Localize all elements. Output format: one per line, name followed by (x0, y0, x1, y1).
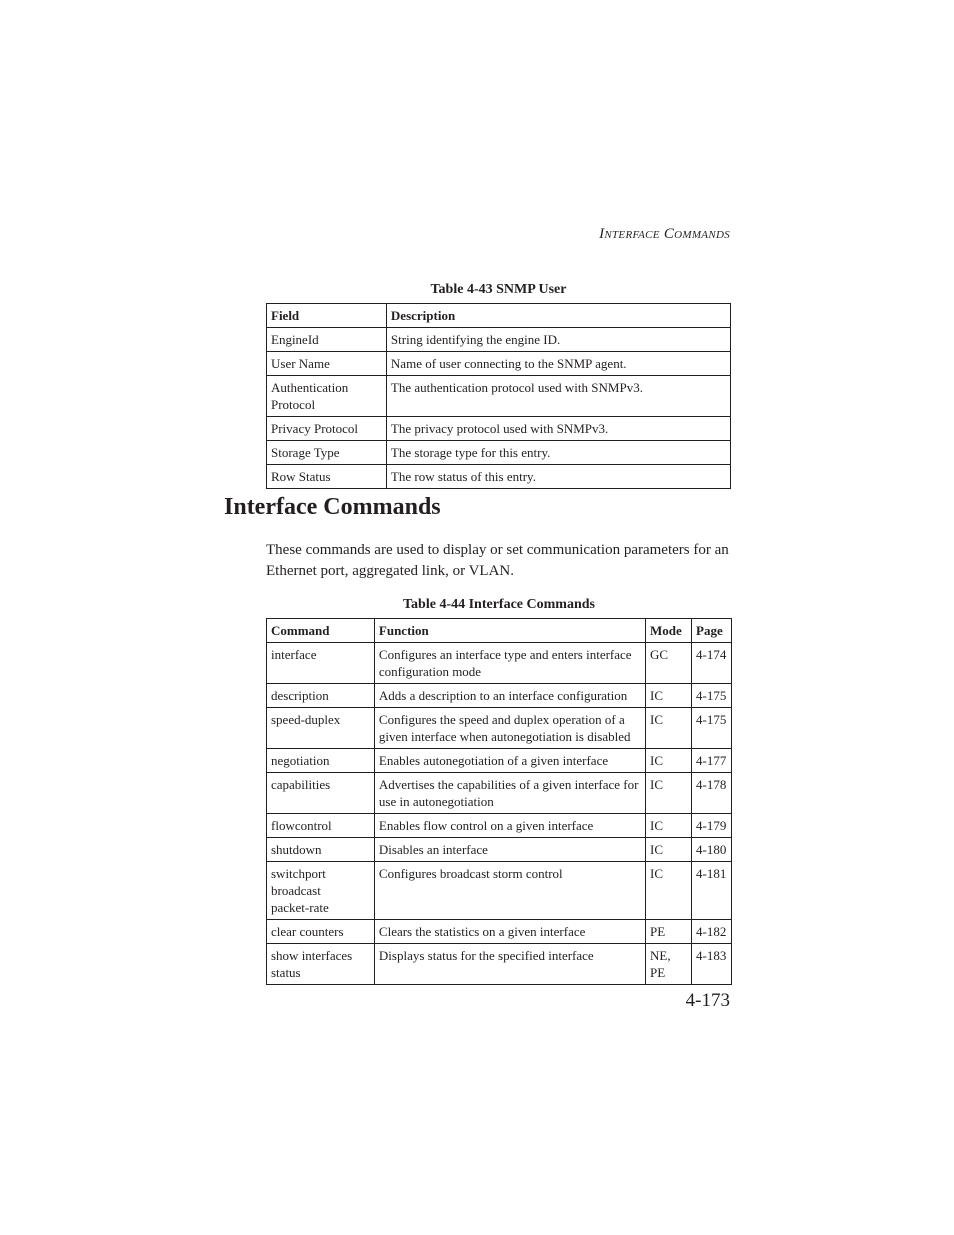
field-cell: EngineId (267, 328, 387, 352)
description-cell: The storage type for this entry. (386, 441, 730, 465)
table-row (267, 773, 732, 814)
column-header-mode: Mode (646, 619, 692, 643)
command-cell: show interfaces status (267, 944, 375, 985)
description-cell: The privacy protocol used with SNMPv3. (386, 417, 730, 441)
table-row (267, 684, 732, 708)
table-row (267, 328, 731, 352)
column-header-function: Function (374, 619, 645, 643)
section-title: Interface Commands (224, 494, 441, 520)
column-header-command: Command (267, 619, 375, 643)
running-head (560, 226, 730, 243)
table-row (267, 376, 731, 417)
command-cell: negotiation (267, 749, 375, 773)
table-row (267, 814, 732, 838)
description-cell: The row status of this entry. (386, 465, 730, 489)
page-number: 4-173 (685, 990, 730, 1011)
description-cell: Name of user connecting to the SNMP agent. (386, 352, 730, 376)
table-row (267, 417, 731, 441)
mode-cell: GC (646, 643, 692, 684)
function-cell: Disables an interface (374, 838, 645, 862)
command-cell: description (267, 684, 375, 708)
page-cell: 4-183 (692, 944, 732, 985)
intro-paragraph: These commands are used to display or set communication parameters for an Ethernet port, aggregated link, or VLAN. (266, 542, 729, 579)
page-cell: 4-181 (692, 862, 732, 920)
table-row (267, 708, 732, 749)
page-cell: 4-182 (692, 920, 732, 944)
function-cell: Configures the speed and duplex operation of a given interface when autonegotiation is disabled (374, 708, 645, 749)
table-header-row (267, 304, 731, 328)
mode-cell: IC (646, 708, 692, 749)
table-row (267, 643, 732, 684)
running-head-initial-1: I (599, 226, 605, 242)
mode-cell: IC (646, 773, 692, 814)
table-row (267, 749, 732, 773)
description-cell: String identifying the engine ID. (386, 328, 730, 352)
running-head-rest-2: OMMANDS (674, 229, 730, 241)
table-row (267, 920, 732, 944)
function-cell: Displays status for the specified interface (374, 944, 645, 985)
mode-cell: IC (646, 838, 692, 862)
page-cell: 4-178 (692, 773, 732, 814)
column-header-page: Page (692, 619, 732, 643)
field-cell: Privacy Protocol (267, 417, 387, 441)
table-44-caption: Table 4-44 Interface Commands (403, 597, 595, 612)
mode-cell: IC (646, 684, 692, 708)
command-cell: switchport broadcast packet-rate (267, 862, 375, 920)
description-cell: The authentication protocol used with SNMPv3. (386, 376, 730, 417)
page-cell: 4-175 (692, 708, 732, 749)
table-row (267, 862, 732, 920)
function-cell: Adds a description to an interface configuration (374, 684, 645, 708)
function-cell: Configures an interface type and enters interface configuration mode (374, 643, 645, 684)
page-cell: 4-180 (692, 838, 732, 862)
command-cell: speed-duplex (267, 708, 375, 749)
table-row (267, 441, 731, 465)
table-header-row (267, 619, 732, 643)
table-row (267, 352, 731, 376)
interface-commands-table (266, 618, 732, 985)
command-cell: interface (267, 643, 375, 684)
column-header-field: Field (267, 304, 387, 328)
page-cell: 4-175 (692, 684, 732, 708)
mode-cell: PE (646, 920, 692, 944)
field-cell: Authentication Protocol (267, 376, 387, 417)
page-cell: 4-179 (692, 814, 732, 838)
field-cell: User Name (267, 352, 387, 376)
page-cell: 4-177 (692, 749, 732, 773)
table-43-caption: Table 4-43 SNMP User (430, 282, 567, 297)
mode-cell: NE, PE (646, 944, 692, 985)
function-cell: Clears the statistics on a given interface (374, 920, 645, 944)
command-cell: capabilities (267, 773, 375, 814)
function-cell: Advertises the capabilities of a given interface for use in autonegotiation (374, 773, 645, 814)
running-head-initial-2: C (663, 226, 675, 242)
mode-cell: IC (646, 814, 692, 838)
page-cell: 4-174 (692, 643, 732, 684)
command-cell: clear counters (267, 920, 375, 944)
function-cell: Enables autonegotiation of a given interface (374, 749, 645, 773)
running-head-rest-1: NTERFACE (604, 229, 660, 241)
table-row (267, 838, 732, 862)
mode-cell: IC (646, 862, 692, 920)
function-cell: Configures broadcast storm control (374, 862, 645, 920)
column-header-description: Description (386, 304, 730, 328)
table-row (267, 465, 731, 489)
command-cell: flowcontrol (267, 814, 375, 838)
mode-cell: IC (646, 749, 692, 773)
function-cell: Enables flow control on a given interface (374, 814, 645, 838)
field-cell: Storage Type (267, 441, 387, 465)
snmp-user-table (266, 303, 731, 489)
command-cell: shutdown (267, 838, 375, 862)
table-row (267, 944, 732, 985)
field-cell: Row Status (267, 465, 387, 489)
